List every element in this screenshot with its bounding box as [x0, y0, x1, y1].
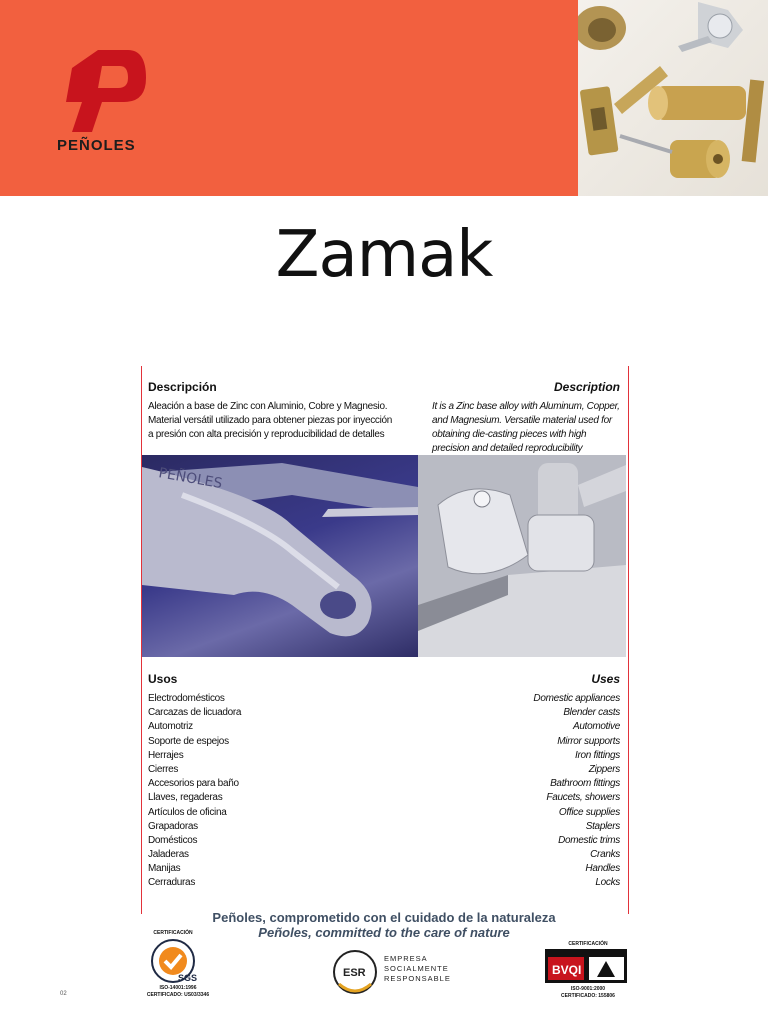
sgs-text: SGS	[178, 973, 198, 983]
list-item: Staplers	[585, 820, 620, 832]
list-item: Cranks	[590, 849, 620, 861]
uses-heading-es: Usos	[148, 672, 178, 686]
slogan-es: Peñoles, comprometido con el cuidado de la naturaleza	[212, 910, 556, 925]
svg-text:PEÑOLES: PEÑOLES	[157, 465, 224, 493]
list-item: Electrodomésticos	[148, 693, 225, 704]
list-item: Cierres	[148, 763, 179, 775]
esr-line-1: EMPRESA	[384, 954, 428, 963]
list-item: Soporte de espejos	[148, 735, 229, 747]
esr-label	[384, 954, 451, 984]
uses-heading-en: Uses	[591, 672, 620, 686]
slogan-en: Peñoles, committed to the care of nature	[258, 925, 510, 940]
list-item: Domésticos	[148, 834, 198, 846]
list-item: Jaladeras	[148, 849, 189, 861]
esr-line-2: SOCIALMENTE	[384, 964, 449, 973]
list-item: Herrajes	[148, 749, 184, 761]
description-text-es: Aleación a base de Zinc con Aluminio, Cobre y Magnesio. Material versátil utilizado para obtener piezas por inyección a presión con alta precisión y reproducibilidad de detalles	[148, 401, 393, 440]
bvqi-certification-icon	[545, 949, 627, 983]
list-item: Llaves, regaderas	[148, 792, 223, 804]
certification-label-right: CERTIFICACIÓN	[568, 941, 608, 947]
list-item: Automotive	[572, 721, 620, 733]
list-item: Mirror supports	[557, 735, 620, 747]
uses-list-es	[148, 692, 241, 891]
iso-standard: ISO-14001:1996	[159, 985, 197, 991]
esr-text: ESR	[343, 967, 366, 979]
list-item: Faucets, showers	[546, 792, 620, 804]
list-item: Carcazas de licuadora	[148, 707, 242, 719]
zamak-ingot-photo	[142, 455, 418, 657]
list-item: Grapadoras	[148, 820, 198, 832]
list-item: Handles	[585, 863, 620, 875]
esr-logo-icon	[331, 948, 379, 996]
uses-list-en	[533, 692, 620, 891]
brand-name: PEÑOLES	[57, 137, 136, 154]
certification-label: CERTIFICACIÓN	[153, 930, 193, 936]
description-heading-es: Descripción	[148, 380, 217, 394]
list-item: Domestic trims	[558, 834, 620, 846]
list-item: Iron fittings	[574, 749, 620, 761]
list-item: Locks	[595, 877, 620, 889]
list-item: Office supplies	[558, 806, 620, 818]
list-item: Accesorios para baño	[148, 778, 239, 790]
list-item: Automotriz	[148, 721, 193, 733]
iso-standard-right: ISO-9001:2000	[570, 986, 606, 992]
esr-line-3: RESPONSABLE	[384, 974, 451, 983]
page-title: Zamak	[275, 218, 493, 292]
list-item: Manijas	[148, 863, 181, 875]
hardware-photo	[578, 0, 768, 196]
list-item: Bathroom fittings	[550, 778, 620, 790]
list-item: Cerraduras	[148, 877, 196, 889]
description-heading-en: Description	[553, 380, 620, 394]
list-item: Blender casts	[563, 707, 620, 719]
faucet-photo	[418, 455, 626, 657]
sgs-certification-icon	[148, 937, 198, 985]
list-item: Artículos de oficina	[148, 806, 227, 818]
bvqi-text: BVQI	[552, 963, 582, 977]
page-number: 02	[60, 991, 67, 997]
description-text-en: It is a Zinc base alloy with Aluminum, Copper, and Magnesium. Versatile material used for obtaining die-casting pieces with high precision and detailed reproducibility	[432, 401, 620, 454]
certificate-number: CERTIFICADO: US03/3346	[146, 992, 210, 998]
certificate-number-right: CERTIFICADO: 155806	[561, 993, 615, 999]
list-item: Zippers	[588, 763, 620, 775]
list-item: Domestic appliances	[533, 693, 620, 704]
